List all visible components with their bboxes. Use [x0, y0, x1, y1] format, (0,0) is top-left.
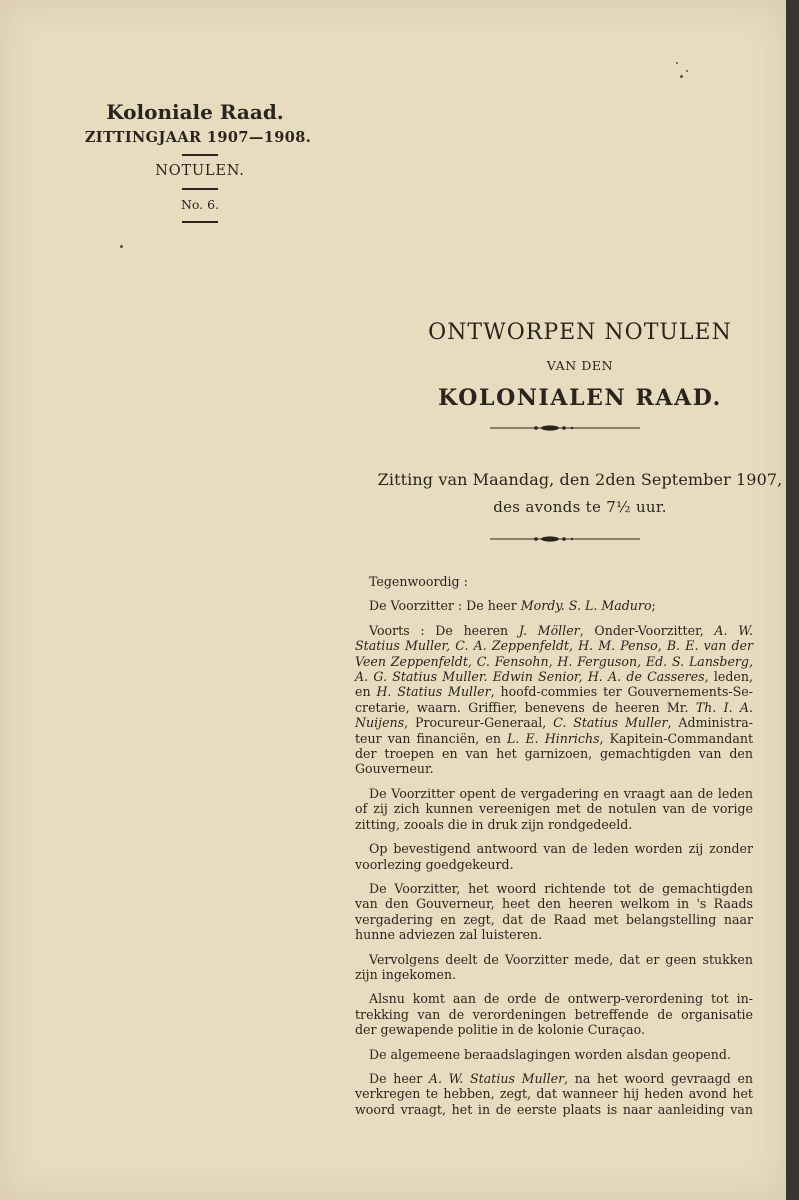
members-paragraph: Voorts : De heeren J. Möller, Onder-Voorzitter, A. W. Statius Muller, C. A. Zeppenfeldt, H. M. Penso, B. E. van der Veen Zeppenfeldt, C. Fensohn, H. Ferguson, Ed. S. Lansberg, A. G. Statius Muller. Edwin Senior, H. A. de Casseres, leden, en H. Statius Muller, hoofd-commies ter Gouvernements-Se- cretarie, waarn. Griffier, benevens de heeren Mr. Th. I. A. Nuijens, Procureur-Generaal, C. Statius Muller, Administra- teur van financiën, en L. E. Hinrichs, Kapitein-Commandant der troepen en van het garnizoen, gemachtigden van den Gouverneur. — [355, 622, 754, 777]
chair-paragraph: De Voorzitter : De heer Mordy. S. L. Maduro; — [369, 598, 656, 614]
chair-name: Mordy. S. L. Maduro — [520, 598, 652, 614]
divider — [182, 188, 218, 190]
welcome-paragraph: De Voorzitter, het woord richtende tot de gemachtigden van den Gouverneur, heet den heeren welkom in 's Raads vergadering en zegt, dat de Raad met belangstelling naar hunne adviezen zal luisteren. — [355, 880, 753, 943]
documents-paragraph: Vervolgens deelt de Voorzitter mede, dat er geen stukken zijn ingekomen. — [355, 951, 753, 982]
minutes-body — [355, 574, 753, 1117]
present-label: Tegenwoordig : — [369, 574, 468, 589]
book-spine — [786, 0, 799, 1200]
scan-speck — [120, 245, 123, 248]
scan-speck — [686, 70, 688, 72]
opening-paragraph: De Voorzitter opent de vergadering en vraagt aan de leden of zij zich kunnen vereenigen met de notulen van de vorige zitting, zooals die in druk zijn rondgedeeld. — [355, 785, 753, 832]
ornament-divider — [490, 533, 640, 545]
approval-paragraph: Op bevestigend antwoord van de leden worden zij zonder voorlezing goedgekeurd. — [355, 841, 753, 872]
section-label: NOTULEN. — [155, 163, 245, 179]
scan-speck — [676, 62, 678, 64]
meeting-date: Zitting van Maandag, den 2den September 1907, — [377, 470, 783, 489]
meeting-time: des avonds te 7½ uur. — [493, 498, 667, 516]
council-name: KOLONIALEN RAAD. — [438, 385, 722, 411]
divider — [182, 154, 218, 156]
session-year: ZITTINGJAAR 1907—1908. — [84, 129, 312, 146]
scan-speck — [680, 75, 683, 78]
deliberations-paragraph: De algemeene beraadslagingen worden alsdan geopend. — [369, 1046, 731, 1062]
divider — [182, 221, 218, 223]
document-subtitle: VAN DEN — [546, 358, 614, 373]
issue-number: No. 6. — [180, 197, 220, 212]
speaker-paragraph: De heer A. W. Statius Muller, na het woord gevraagd en verkregen te hebben, zegt, dat wanneer hij heden avond het woord vraagt, het in de eerste plaats is naar aanleiding van — [355, 1070, 754, 1117]
document-title: ONTWORPEN NOTULEN — [428, 320, 732, 345]
ornament-divider — [490, 422, 640, 434]
council-title: Koloniale Raad. — [106, 100, 284, 124]
agenda-paragraph: Alsnu komt aan de orde de ontwerp-verordening tot in- trekking van de verordeningen betreffende de organisatie der gewapende politie in de kolonie Curaçao. — [355, 991, 753, 1038]
